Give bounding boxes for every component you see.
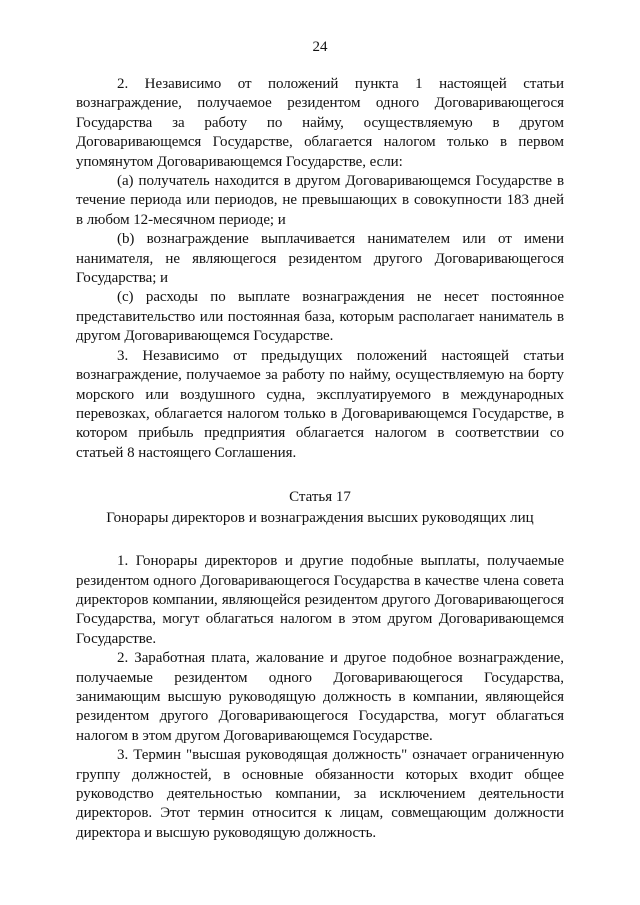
article-number: Статья 17 [289, 489, 351, 506]
paragraph-article-16-item-2: 2. Независимо от положений пункта 1 настоящей статьи вознаграждение, получаемое резидентом одного Договаривающегося Государства за работу по найму, осуществляемую в другом Договаривающемся Государстве, облагается налогом только в первом упомянутом Договаривающемся Государстве, если: [76, 76, 564, 170]
paragraph-subitem-a: (a) получатель находится в другом Договаривающемся Государстве в течение периода или периодов, не превышающих в совокупности 183 дней в любом 12-месячном периоде; и [76, 173, 564, 228]
article-heading [76, 487, 564, 529]
paragraph-article-17-item-1: 1. Гонорары директоров и другие подобные выплаты, получаемые резидентом одного Договаривающегося Государства в качестве члена совета директоров компании, являющейся резидентом другого Договаривающегося Государства, могут облагаться налогом в этом другом Договаривающемся Государстве. [76, 553, 564, 647]
document-body [76, 75, 564, 843]
paragraph-subitem-b: (b) вознаграждение выплачивается нанимателем или от имени нанимателя, не являющегося резидентом другого Договаривающегося Государства; и [76, 231, 564, 287]
paragraph-article-16-item-3: 3. Независимо от предыдущих положений настоящей статьи вознаграждение, получаемое за работу по найму, осуществляемую на борту морского или воздушного судна, эксплуатируемого в международных перевозках, облагается налогом только в Договаривающемся Государстве, в котором прибыль предприятия облагается налогом в соответствии со статьей 8 настоящего Соглашения. [76, 347, 564, 461]
paragraph-subitem-c: (c) расходы по выплате вознаграждения не несет постоянное представительство или постоянная база, которым располагает наниматель в другом Договаривающемся Государстве. [76, 289, 564, 345]
page-number: 24 [312, 39, 328, 55]
paragraph-article-17-item-3: 3. Термин "высшая руководящая должность" означает ограниченную группу должностей, в основные обязанности которых входит общее руководство деятельностью компании, за исключением деятельности директоров. Этот термин относится к лицам, совмещающим должности директора и высшую руководящую должность. [76, 747, 564, 841]
article-title: Гонорары директоров и вознаграждения высших руководящих лиц [106, 510, 534, 527]
paragraph-article-17-item-2: 2. Заработная плата, жалование и другое подобное вознаграждение, получаемые резидентом одного Договаривающегося Государства, занимающим высшую руководящую должность в компании, являющейся резидентом другого Договаривающегося Государства, могут облагаться налогом в этом другом Договаривающемся Государстве. [76, 650, 564, 744]
